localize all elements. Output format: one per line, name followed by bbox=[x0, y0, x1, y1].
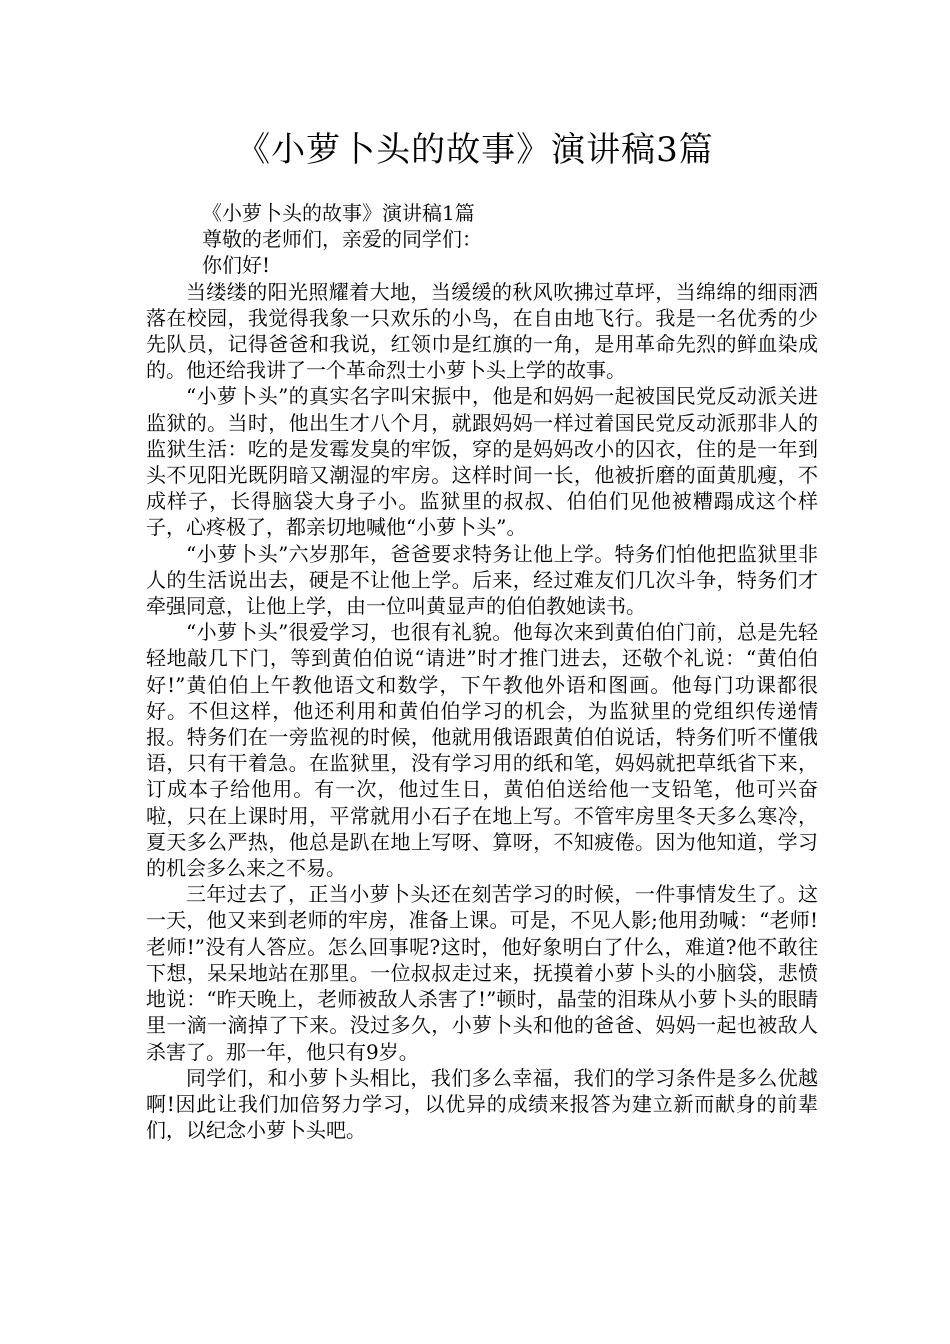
paragraph-intro: 当缕缕的阳光照耀着大地，当缓缓的秋风吹拂过草坪，当绵绵的细雨洒落在校园，我觉得我象一只欢乐的小鸟，在自由地飞行。我是一名优秀的少先队员，记得爸爸和我说，红领巾是红旗的一角，是用革命先烈的鲜血染成的。他还给我讲了一个革命烈士小萝卜头上学的故事。 bbox=[146, 279, 818, 383]
greeting: 你们好! bbox=[202, 253, 271, 278]
salutation: 尊敬的老师们，亲爱的同学们： bbox=[202, 227, 482, 252]
section-heading: 《小萝卜头的故事》演讲稿1篇 bbox=[202, 201, 475, 225]
paragraph-conclusion: 同学们，和小萝卜头相比，我们多么幸福，我们的学习条件是多么优越啊!因此让我们加倍努力学习，以优异的成绩来报答为建立新而献身的前辈们，以纪念小萝卜头吧。 bbox=[146, 1065, 818, 1143]
document-body bbox=[146, 200, 818, 1143]
paragraph-tragedy: 三年过去了，正当小萝卜头还在刻苦学习的时候，一件事情发生了。这一天，他又来到老师的牢房，准备上课。可是，不见人影;他用劲喊：“老师!老师!”没有人答应。怎么回事呢?这时，他好象明白了什么，难道?他不敢往下想，呆呆地站在那里。一位叔叔走过来，抚摸着小萝卜头的小脑袋，悲愤地说：“昨天晚上，老师被敌人杀害了!”顿时，晶莹的泪珠从小萝卜头的眼睛里一滴一滴掉了下来。没过多久，小萝卜头和他的爸爸、妈妈一起也被敌人杀害了。那一年，他只有9岁。 bbox=[146, 882, 818, 1064]
document-title: 《小萝卜头的故事》演讲稿3篇 bbox=[236, 130, 714, 170]
paragraph-study: “小萝卜头”很爱学习，也很有礼貌。他每次来到黄伯伯门前，总是先轻轻地敲几下门，等到黄伯伯说“请进”时才推门进去，还敬个礼说：“黄伯伯好!”黄伯伯上午教他语文和数学，下午教他外语和图画。他每门功课都很好。不但这样，他还利用和黄伯伯学习的机会，为监狱里的党组织传递情报。特务们在一旁监视的时候，他就用俄语跟黄伯伯说话，特务们听不懂俄语，只有干着急。在监狱里，没有学习用的纸和笔，妈妈就把草纸省下来，订成本子给他用。有一次，他过生日，黄伯伯送给他一支铅笔，他可兴奋啦，只在上课时用，平常就用小石子在地上写。不管牢房里冬天多么寒冷，夏天多么严热，他总是趴在地上写呀、算呀，不知疲倦。因为他知道，学习的机会多么来之不易。 bbox=[146, 620, 818, 881]
paragraph-background: “小萝卜头”的真实名字叫宋振中，他是和妈妈一起被国民党反动派关进监狱的。当时，他出生才八个月，就跟妈妈一样过着国民党反动派那非人的监狱生活：吃的是发霉发臭的牢饭，穿的是妈妈改小的囚衣，住的是一年到头不见阳光既阴暗又潮湿的牢房。这样时间一长，他被折磨的面黄肌瘦，不成样子，长得脑袋大身子小。监狱里的叔叔、伯伯们见他被糟蹋成这个样子，心疼极了，都亲切地喊他“小萝卜头”。 bbox=[146, 384, 818, 540]
paragraph-schooling: “小萝卜头”六岁那年，爸爸要求特务让他上学。特务们怕他把监狱里非人的生活说出去，硬是不让他上学。后来，经过难友们几次斗争，特务们才牵强同意，让他上学，由一位叫黄显声的伯伯教她读书。 bbox=[146, 541, 818, 619]
